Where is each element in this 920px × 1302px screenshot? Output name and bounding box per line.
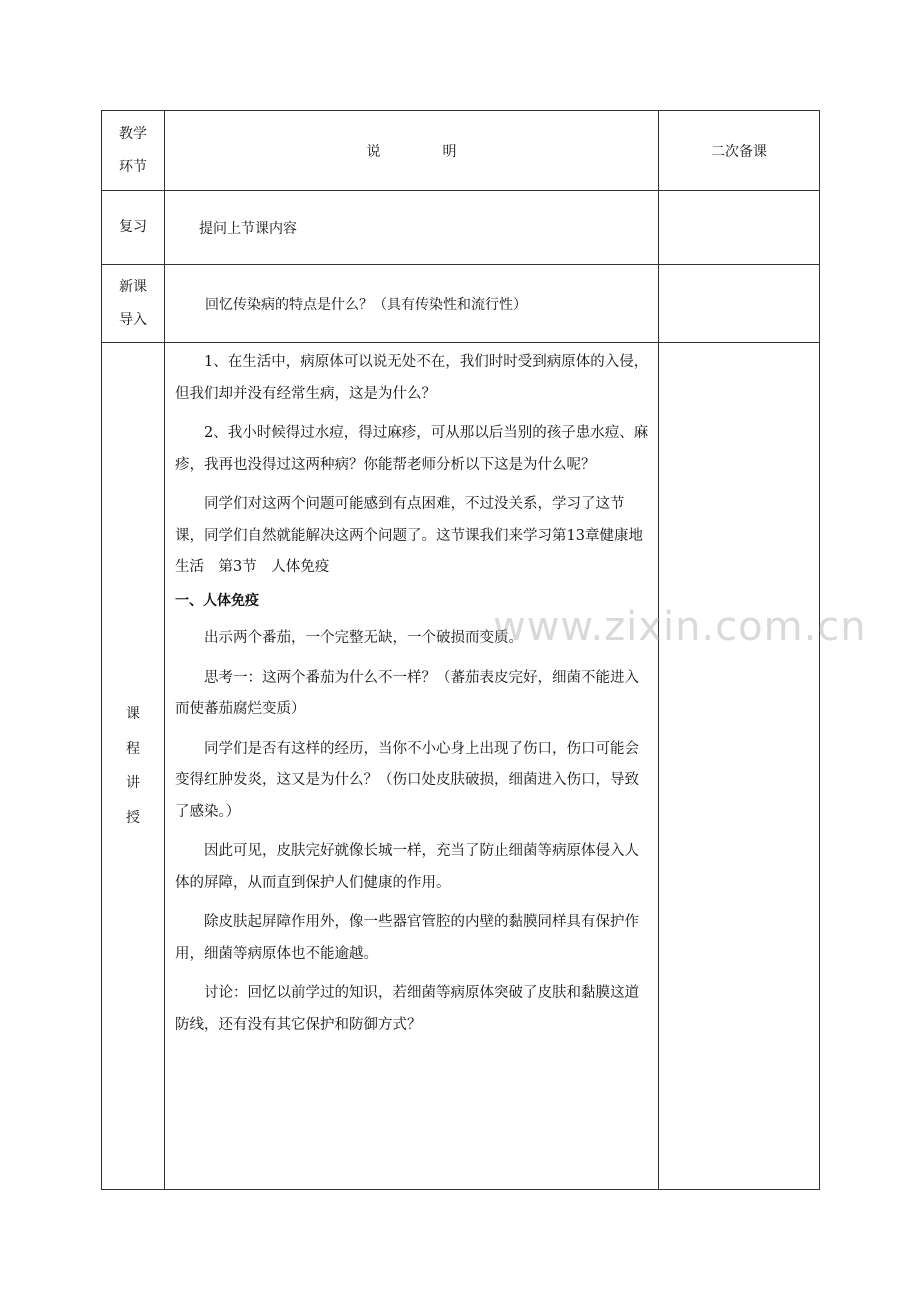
review-revision-cell bbox=[659, 191, 820, 265]
lecture-paragraph: 除皮肤起屏障作用外，像一些器官管腔的内壁的黏膜同样具有保护作用，细菌等病原体也不能逾越。 bbox=[175, 914, 639, 962]
review-content-cell: 提问上节课内容 bbox=[165, 191, 659, 265]
lecture-paragraph: 同学们是否有这样的经历，当你不小心身上出现了伤口，伤口可能会变得红肿发炎，这又是为什么？（伤口处皮肤破损，细菌进入伤口，导致了感染。） bbox=[175, 740, 639, 820]
review-stage-cell: 复习 bbox=[102, 191, 165, 265]
lecture-stage-char-4: 授 bbox=[126, 809, 140, 826]
intro-content-cell: 回忆传染病的特点是什么？（具有传染性和流行性） bbox=[165, 265, 659, 343]
lecture-stage-cell bbox=[102, 343, 165, 1190]
lecture-content-cell bbox=[165, 343, 659, 1190]
lecture-paragraph: 讨论：回忆以前学过的知识，若细菌等病原体突破了皮肤和黏膜这道防线，还有没有其它保护和防御方式？ bbox=[175, 985, 639, 1033]
lecture-paragraph: 1、在生活中，病原体可以说无处不在，我们时时受到病原体的入侵，但我们却并没有经常生病，这是为什么？ bbox=[175, 354, 649, 402]
lecture-stage-char-3: 讲 bbox=[126, 775, 140, 791]
intro-stage-cell bbox=[102, 265, 165, 343]
review-row bbox=[102, 191, 820, 265]
header-revision-cell: 二次备课 bbox=[659, 111, 820, 191]
lecture-paragraph: 2、我小时候得过水痘，得过麻疹，可从那以后当别的孩子患水痘、麻疹，我再也没得过这两种病？你能帮老师分析以下这是为什么呢？ bbox=[175, 425, 649, 473]
lecture-paragraph: 出示两个番茄，一个完整无缺，一个破损而变质。 bbox=[204, 630, 523, 646]
header-description-cell bbox=[165, 111, 659, 191]
header-desc-part-1: 说 bbox=[366, 143, 381, 160]
header-stage-line-2: 环节 bbox=[119, 158, 147, 175]
intro-revision-cell bbox=[659, 265, 820, 343]
lecture-stage-char-1: 课 bbox=[126, 706, 140, 722]
intro-stage-line-1: 新课 bbox=[119, 278, 147, 295]
lecture-paragraph: 同学们对这两个问题可能感到有点困难，不过没关系，学习了这节课，同学们自然就能解决这两个问题了。这节课我们来学习第13章健康地生活 第3节 人体免疫 bbox=[175, 496, 643, 575]
section-title: 一、人体免疫 bbox=[175, 592, 259, 609]
lecture-revision-cell bbox=[659, 343, 820, 1190]
header-stage-line-1: 教学 bbox=[119, 125, 147, 142]
header-row bbox=[102, 111, 820, 191]
watermark: www.zixin.com.cn bbox=[493, 604, 867, 650]
header-desc-part-2: 明 bbox=[442, 143, 457, 160]
intro-row bbox=[102, 265, 820, 343]
intro-stage-line-2: 导入 bbox=[119, 311, 147, 328]
lecture-paragraph: 因此可见，皮肤完好就像长城一样，充当了防止细菌等病原体侵入人体的屏障，从而直到保护人们健康的作用。 bbox=[175, 843, 639, 891]
lecture-paragraph: 思考一：这两个番茄为什么不一样？（蕃茄表皮完好，细菌不能进入而使蕃茄腐烂变质） bbox=[175, 669, 639, 717]
header-stage-cell bbox=[102, 111, 165, 191]
lecture-stage-char-2: 程 bbox=[126, 740, 140, 757]
lesson-plan-table bbox=[101, 110, 820, 1190]
lecture-row bbox=[102, 343, 820, 1190]
